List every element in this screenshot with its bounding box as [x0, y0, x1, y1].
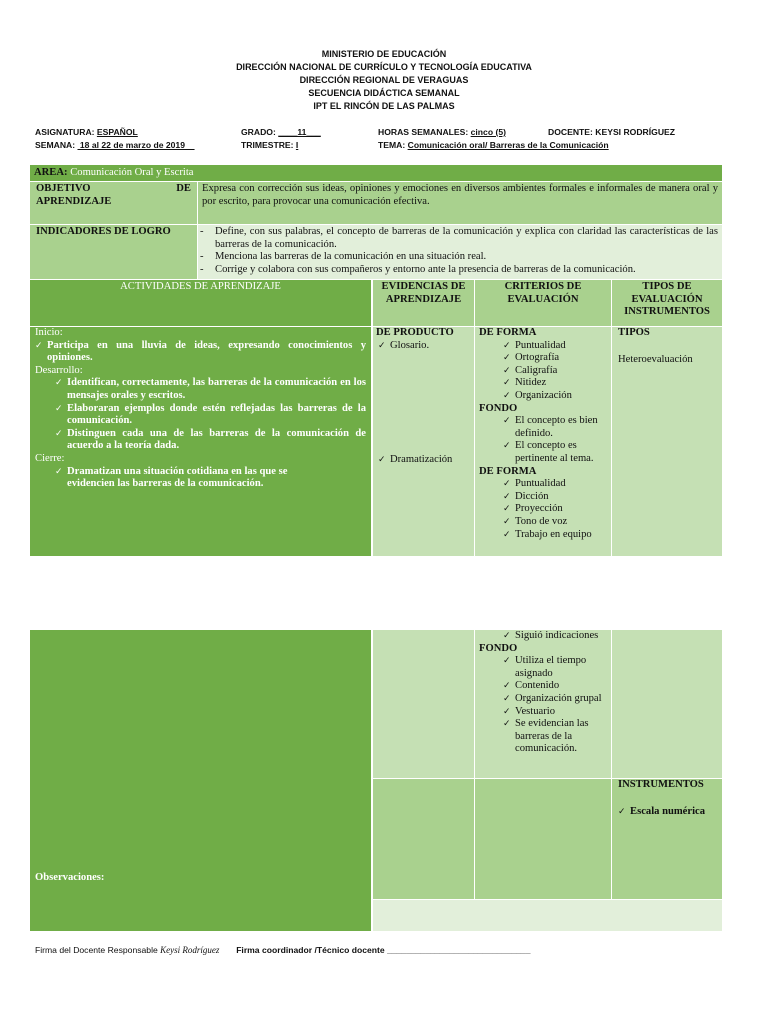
asignatura-field	[35, 126, 138, 138]
criterio-item: ✓ Siguió indicaciones	[503, 630, 607, 643]
inicio-list	[35, 340, 366, 365]
area-value: Comunicación Oral y Escrita	[70, 167, 194, 178]
evidencias-empty-cell	[373, 779, 474, 899]
cierre-list	[55, 466, 366, 491]
criterio-item: ✓ Dicción	[503, 491, 607, 504]
col-header-tipos: TIPOS DE EVALUACIÓN INSTRUMENTOS	[612, 280, 722, 326]
criterios-fondo-label-2: FONDO	[479, 642, 518, 654]
criterio-item: ✓ Ortografía	[503, 352, 607, 365]
criterios-forma-label: DE FORMA	[479, 327, 537, 338]
objetivo-label-aprendizaje: APRENDIZAJE	[36, 195, 112, 207]
desarrollo-list	[55, 377, 366, 453]
indicador-item: - Corrige y colabora con sus compañeros y entorno ante la presencia de barreras de la comunicación.	[200, 264, 718, 277]
criterio-item: ✓ Puntualidad	[503, 340, 607, 353]
objetivo-text: Expresa con corrección sus ideas, opiniones y emociones en diversos ambientes formales e informales de manera oral y por escrito, para provocar una comunicación efectiva.	[202, 183, 718, 207]
criterios-cell	[475, 327, 611, 556]
instrumentos-label: INSTRUMENTOS	[618, 779, 704, 790]
actividades-inicio-label: Inicio:	[35, 327, 63, 338]
instrumentos-cell	[612, 779, 722, 899]
horas-label: HORAS SEMANALES:	[378, 127, 469, 137]
semana-value: 18 al 22 de marzo de 2019	[77, 140, 195, 150]
criterios-fondo-label: FONDO	[479, 402, 518, 414]
criterios-fondo-list-2	[503, 655, 607, 756]
criterios-fondo-list	[503, 415, 607, 465]
trimestre-field	[241, 139, 298, 151]
docente-field	[548, 126, 675, 138]
asignatura-value: ESPAÑOL	[96, 127, 138, 137]
evidencias-producto-label: DE PRODUCTO	[376, 327, 454, 338]
criterios-forma-label-2: DE FORMA	[479, 465, 537, 477]
criterios-forma-list-2	[503, 478, 607, 541]
header-line-ministerio: MINISTERIO DE EDUCACIÓN	[321, 49, 447, 59]
firma-docente-label: Firma del Docente Responsable	[35, 945, 158, 955]
instrumentos-list	[618, 806, 716, 819]
tema-label: TEMA:	[378, 140, 406, 150]
semana-label: SEMANA:	[35, 140, 76, 150]
docente-value: KEYSI RODRÍGUEZ	[595, 127, 676, 137]
criterios-cell-continued	[475, 630, 611, 778]
actividades-cell	[30, 327, 372, 556]
area-label: AREA:	[34, 167, 68, 178]
indicadores-list	[200, 226, 718, 276]
evidencia-item: ✓ Glosario.	[378, 340, 471, 353]
tema-value: Comunicación oral/ Barreras de la Comunicación	[407, 140, 609, 150]
evidencias-list-1	[378, 340, 471, 353]
header-line-secuencia: SECUENCIA DIDÁCTICA SEMANAL	[308, 88, 460, 98]
criterio-item: ✓ Puntualidad	[503, 478, 607, 491]
header-line-direccion-nacional: DIRECCIÓN NACIONAL DE CURRÍCULO Y TECNOLOGÍA EDUCATIVA	[236, 62, 532, 72]
evidencias-cell-continued	[373, 630, 474, 778]
tipo-value: Heteroevaluación	[618, 353, 693, 365]
criterio-item: ✓ Organización grupal	[503, 693, 607, 706]
evidencias-cell	[373, 327, 474, 556]
firma-coordinador-label: Firma coordinador /Técnico docente	[236, 945, 385, 955]
tipos-cell-continued	[612, 630, 722, 778]
criterio-item: ✓ Trabajo en equipo	[503, 529, 607, 542]
semana-field	[35, 139, 195, 151]
objetivo-text-cell	[198, 182, 722, 224]
actividades-cell-continued	[30, 630, 372, 931]
docente-label: DOCENTE:	[548, 127, 593, 137]
actividad-item: ✓ Dramatizan una situación cotidiana en las que se evidencien las barreras de la comunicación.	[55, 466, 326, 491]
indicadores-label: INDICADORES DE LOGRO	[36, 226, 171, 237]
tipos-label: TIPOS	[618, 327, 650, 338]
asignatura-label: ASIGNATURA:	[35, 127, 95, 137]
indicadores-list-cell	[198, 225, 722, 279]
horas-field	[378, 126, 506, 138]
observaciones-label: Observaciones:	[35, 872, 105, 883]
criterios-cont-list	[503, 630, 607, 643]
firma-coordinador-line: ______________________________	[387, 945, 531, 955]
evidencias-list-2	[378, 454, 471, 467]
actividad-item: ✓ Distinguen cada una de las barreras de la comunicación de acuerdo a la teoría dada.	[55, 428, 366, 453]
col-header-actividades: ACTIVIDADES DE APRENDIZAJE	[30, 280, 372, 326]
firma-docente-signature: Keysi Rodríguez	[160, 945, 220, 955]
criterio-item: ✓ El concepto es bien definido.	[503, 415, 607, 440]
footer-firmas	[35, 945, 530, 955]
criterio-item: ✓ El concepto es pertinente al tema.	[503, 440, 607, 465]
criterio-item: ✓ Nitidez	[503, 377, 607, 390]
col-header-criterios: CRITERIOS DE EVALUACIÓN	[475, 280, 611, 326]
horas-value: cinco (5)	[470, 127, 506, 137]
criterio-item: ✓ Utiliza el tiempo asignado	[503, 655, 607, 680]
actividades-cierre-label: Cierre:	[35, 452, 65, 464]
criterio-item: ✓ Contenido	[503, 680, 607, 693]
criterios-empty-cell	[475, 779, 611, 899]
grado-label: GRADO:	[241, 127, 276, 137]
criterios-forma-list	[503, 340, 607, 403]
observaciones-content-cell	[373, 900, 722, 931]
criterio-item: ✓ Organización	[503, 390, 607, 403]
header-line-escuela: IPT EL RINCÓN DE LAS PALMAS	[313, 101, 455, 111]
trimestre-label: TRIMESTRE:	[241, 140, 294, 150]
document-header	[0, 48, 768, 113]
indicador-item: - Define, con sus palabras, el concepto de barreras de la comunicación y explica con claridad las características de las barreras de la comunicación.	[200, 226, 718, 251]
actividad-item: ✓ Identifican, correctamente, las barreras de la comunicación en los mensajes orales y escritos.	[55, 377, 366, 402]
instrumento-item: ✓ Escala numérica	[618, 806, 716, 819]
grado-value: ____11___	[278, 127, 321, 137]
actividad-item: ✓ Participa en una lluvia de ideas, expresando conocimientos y opiniones.	[35, 340, 366, 365]
objetivo-label-word: OBJETIVO	[36, 183, 91, 194]
tipos-cell	[612, 327, 722, 556]
objetivo-label-cell	[30, 182, 197, 224]
trimestre-value: I	[295, 140, 299, 150]
criterio-item: ✓ Se evidencian las barreras de la comunicación.	[503, 718, 607, 756]
objetivo-label-de: DE	[176, 183, 191, 194]
indicadores-label-cell	[30, 225, 197, 279]
criterio-item: ✓ Vestuario	[503, 706, 607, 719]
grado-field	[241, 126, 321, 138]
tema-field	[378, 139, 609, 151]
criterio-item: ✓ Proyección	[503, 503, 607, 516]
indicador-item: - Menciona las barreras de la comunicación en una situación real.	[200, 251, 718, 264]
criterio-item: ✓ Tono de voz	[503, 516, 607, 529]
actividad-item: ✓ Elaboraran ejemplos donde estén reflejadas las barreras de la comunicación.	[55, 403, 366, 428]
actividades-desarrollo-label: Desarrollo:	[35, 364, 83, 376]
area-row	[30, 165, 722, 181]
col-header-evidencias: EVIDENCIAS DE APRENDIZAJE	[373, 280, 474, 326]
criterio-item: ✓ Caligrafía	[503, 365, 607, 378]
header-line-direccion-regional: DIRECCIÓN REGIONAL DE VERAGUAS	[299, 75, 469, 85]
evidencia-item: ✓ Dramatización	[378, 454, 471, 467]
